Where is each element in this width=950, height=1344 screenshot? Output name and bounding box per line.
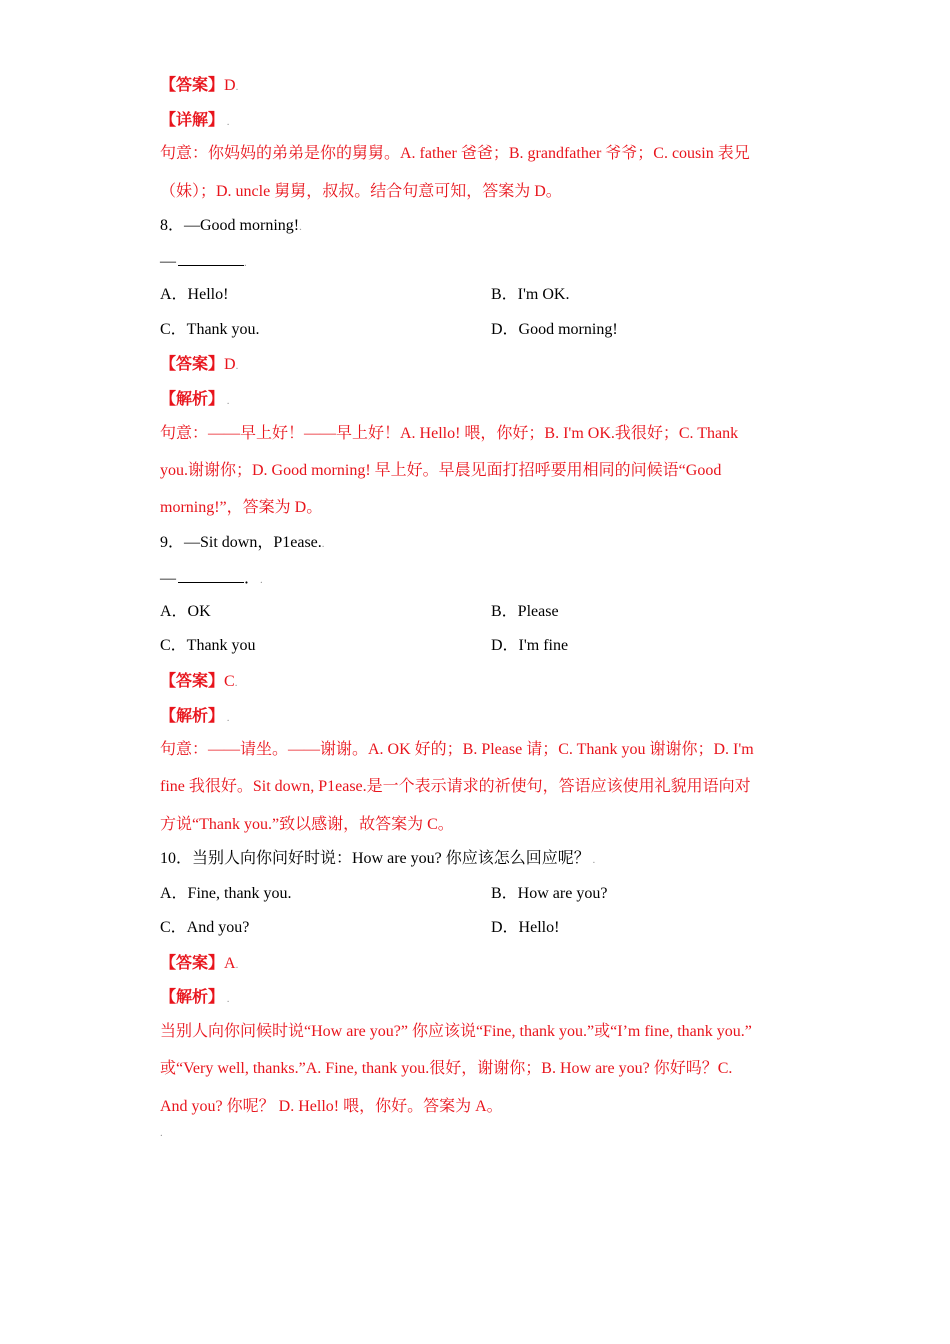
q8-explain-line-1: 句意：——早上好！——早上好！A. Hello! 喂，你好；B. I'm OK.我很好；C. Thank (160, 425, 739, 442)
q10-explain-line-3: And you? 你呢？ D. Hello! 喂，你好。答案为 A。 (160, 1098, 503, 1115)
q8-explain-line-3: morning!”，答案为 D。 (160, 499, 323, 516)
q8-option-a: A．Hello! (160, 286, 229, 303)
q10-options-row-1 (160, 884, 790, 904)
q10-explain-line-1: 当别人向你问候时说“How are you?” 你应该说“Fine, thank you.”或“I’m fine, thank you.” (160, 1023, 752, 1040)
q7-explain-line-2: （妹）；D. uncle 舅舅，叔叔。结合句意可知，答案为 D。 (160, 183, 562, 200)
q10-explain-label: 【解析】 . (160, 987, 230, 1006)
q8-reply: — . (160, 253, 247, 270)
q9-option-a: A．OK (160, 603, 211, 620)
q9-explain-label: 【解析】 . (160, 706, 230, 725)
q9-option-d: D．I'm fine (491, 637, 569, 654)
q8-options-row-1 (160, 285, 790, 305)
q10-stem: 10．当别人向你问好时说：How are you? 你应该怎么回应呢？ . (160, 850, 596, 867)
q10-option-c: C．And you? (160, 919, 250, 936)
q8-stem: 8．—Good morning!. (160, 217, 302, 234)
q8-options-row-2 (160, 320, 790, 340)
q7-explain-label: 【详解】 . (160, 110, 230, 129)
blank-line (178, 251, 244, 266)
q9-answer: 【答案】C. (160, 671, 238, 690)
blank-line (178, 568, 244, 583)
q10-options-row-2 (160, 918, 790, 938)
q8-answer: 【答案】D. (160, 354, 239, 373)
q9-reply: — ．. (160, 570, 263, 587)
paragraph-mark: . (160, 1127, 163, 1139)
q7-answer: 【答案】D. (160, 75, 239, 94)
q7-explain-line-1: 句意：你妈妈的弟弟是你的舅舅。A. father 爸爸；B. grandfather 爷爷；C. cousin 表兄 (160, 145, 750, 162)
q9-options-row-2 (160, 636, 790, 656)
q9-explain-line-3: 方说“Thank you.”致以感谢，故答案为 C。 (160, 816, 454, 833)
q8-explain-line-2: you.谢谢你；D. Good morning! 早上好。早晨见面打招呼要用相同的问候语“Good (160, 462, 722, 479)
q10-option-d: D．Hello! (491, 919, 560, 936)
q10-option-a: A．Fine, thank you. (160, 885, 292, 902)
q10-explain-line-2: 或“Very well, thanks.”A. Fine, thank you.很好，谢谢你；B. How are you? 你好吗？C. (160, 1060, 733, 1077)
q8-explain-label: 【解析】 . (160, 389, 230, 408)
q8-option-d: D．Good morning! (491, 321, 618, 338)
q8-option-b: B．I'm OK. (491, 286, 570, 303)
q9-explain-line-2: fine 我很好。Sit down, P1ease.是一个表示请求的祈使句，答语应该使用礼貌用语向对 (160, 778, 751, 795)
q9-option-c: C．Thank you (160, 637, 256, 654)
q9-option-b: B．Please (491, 603, 559, 620)
q8-option-c: C．Thank you. (160, 321, 260, 338)
q10-answer: 【答案】A. (160, 953, 239, 972)
q10-option-b: B．How are you? (491, 885, 608, 902)
q9-explain-line-1: 句意：——请坐。——谢谢。A. OK 好的；B. Please 请；C. Thank you 谢谢你；D. I'm (160, 741, 754, 758)
q9-options-row-1 (160, 602, 790, 622)
q9-stem: 9．—Sit down，P1ease.. (160, 534, 325, 551)
